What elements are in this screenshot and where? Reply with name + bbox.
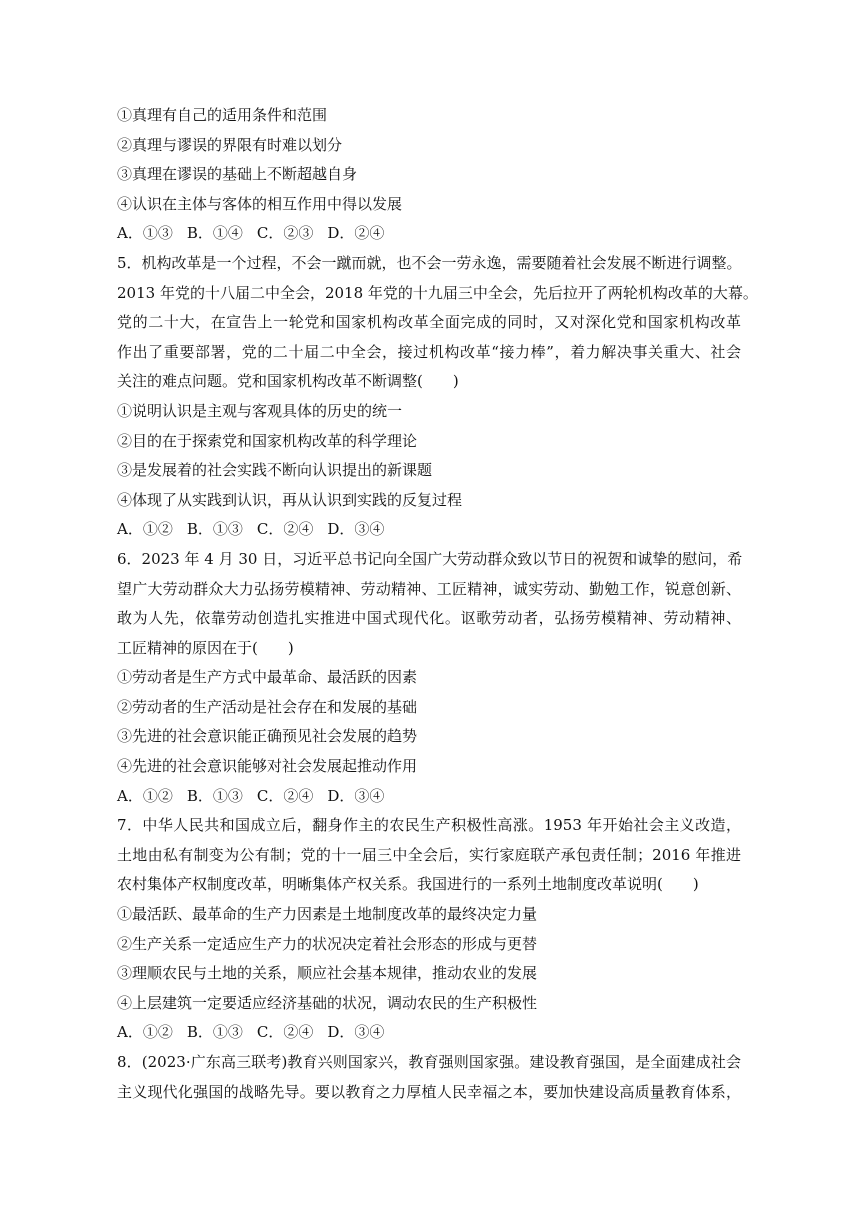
answer-c: C．②④ xyxy=(256,1023,314,1042)
option-line: ④先进的社会意识能够对社会发展起推动作用 xyxy=(117,757,418,776)
option-line: ②目的在于探索党和国家机构改革的科学理论 xyxy=(117,431,418,450)
option-line: ③理顺农民与土地的关系，顺应社会基本规律，推动农业的发展 xyxy=(117,964,538,983)
stem-line: 主义现代化强国的战略先导。要以教育之力厚植人民幸福之本，要加快建设高质量教育体系， xyxy=(117,1082,741,1101)
answer-d: D．③④ xyxy=(327,520,385,539)
answer-c: C．②④ xyxy=(256,520,314,539)
stem-line: 农村集体产权制度改革，明晰集体产权关系。我国进行的一系列土地制度改革说明( ) xyxy=(117,875,699,894)
option-line: ①说明认识是主观与客观具体的历史的统一 xyxy=(117,401,403,420)
stem-line: 5．机构改革是一个过程，不会一蹴而就，也不会一劳永逸，需要随着社会发展不断进行调整。 xyxy=(117,253,742,272)
stem-line: 8．(2023·广东高三联考)教育兴则国家兴，教育强则国家强。建设教育强国，是全面建成社会 xyxy=(117,1053,741,1071)
option-line: ②真理与谬误的界限有时难以划分 xyxy=(117,135,343,154)
answer-b: B．①③ xyxy=(186,1023,243,1042)
option-line: ②劳动者的生产活动是社会存在和发展的基础 xyxy=(117,697,418,716)
option-line: ②生产关系一定适应生产力的状况决定着社会形态的形成与更替 xyxy=(117,934,538,953)
question-8 xyxy=(117,1048,741,1107)
stem-line: 敢为人先，依靠劳动创造扎实推进中国式现代化。讴歌劳动者，弘扬劳模精神、劳动精神、 xyxy=(117,609,741,628)
question-4-tail xyxy=(117,101,741,249)
stem-line: 土地由私有制变为公有制；党的十一届三中全会后，实行家庭联产承包责任制；2016 年推进 xyxy=(117,845,741,864)
question-5 xyxy=(117,249,758,545)
option-line: ④认识在主体与客体的相互作用中得以发展 xyxy=(117,194,403,213)
option-line: ③先进的社会意识能正确预见社会发展的趋势 xyxy=(117,727,418,746)
stem-line: 关注的难点问题。党和国家机构改革不断调整( ) xyxy=(117,372,459,391)
stem-line: 作出了重要部署，党的二十届二中全会，接过机构改革“接力棒”，着力解决事关重大、社会 xyxy=(117,342,741,361)
answer-a: A．①② xyxy=(117,786,173,805)
option-line: ①最活跃、最革命的生产力因素是土地制度改革的最终决定力量 xyxy=(117,905,538,924)
option-line: ④体现了从实践到认识，再从认识到实践的反复过程 xyxy=(117,490,463,509)
question-7 xyxy=(117,811,741,1048)
answer-a: A．①② xyxy=(117,520,173,539)
option-line: ④上层建筑一定要适应经济基础的状况，调动农民的生产积极性 xyxy=(117,993,538,1012)
answer-choices xyxy=(117,219,741,249)
stem-line: 党的二十大，在宣告上一轮党和国家机构改革全面完成的同时，又对深化党和国家机构改革 xyxy=(117,313,741,332)
answer-a: A．①② xyxy=(117,1023,173,1042)
answer-d: D．③④ xyxy=(327,1023,385,1042)
answer-b: B．①④ xyxy=(186,224,243,243)
answer-a: A．①③ xyxy=(117,224,173,243)
answer-c: C．②③ xyxy=(256,224,314,243)
answer-b: B．①③ xyxy=(186,520,243,539)
answer-choices xyxy=(117,782,741,812)
answer-c: C．②④ xyxy=(256,786,314,805)
stem-line: 6．2023 年 4 月 30 日，习近平总书记向全国广大劳动群众致以节日的祝贺和诚挚的慰问，希 xyxy=(117,549,743,568)
answer-choices xyxy=(117,515,741,545)
answer-choices xyxy=(117,1018,741,1048)
answer-b: B．①③ xyxy=(186,786,243,805)
answer-d: D．③④ xyxy=(327,786,385,805)
stem-line: 工匠精神的原因在于( ) xyxy=(117,638,294,657)
answer-d: D．②④ xyxy=(327,224,385,243)
option-line: ③真理在谬误的基础上不断超越自身 xyxy=(117,165,358,184)
stem-line: 7．中华人民共和国成立后，翻身作主的农民生产积极性高涨。1953 年开始社会主义改造， xyxy=(117,816,741,835)
option-line: ①劳动者是生产方式中最革命、最活跃的因素 xyxy=(117,668,418,687)
option-line: ③是发展着的社会实践不断向认识提出的新课题 xyxy=(117,461,433,480)
question-6 xyxy=(117,545,741,811)
stem-line: 2013 年党的十八届二中全会，2018 年党的十九届三中全会，先后拉开了两轮机构改革的大幕。 xyxy=(117,283,758,302)
option-line: ①真理有自己的适用条件和范围 xyxy=(117,106,328,124)
stem-line: 望广大劳动群众大力弘扬劳模精神、劳动精神、工匠精神，诚实劳动、勤勉工作，锐意创新、 xyxy=(117,579,741,598)
document-page xyxy=(117,101,758,1107)
